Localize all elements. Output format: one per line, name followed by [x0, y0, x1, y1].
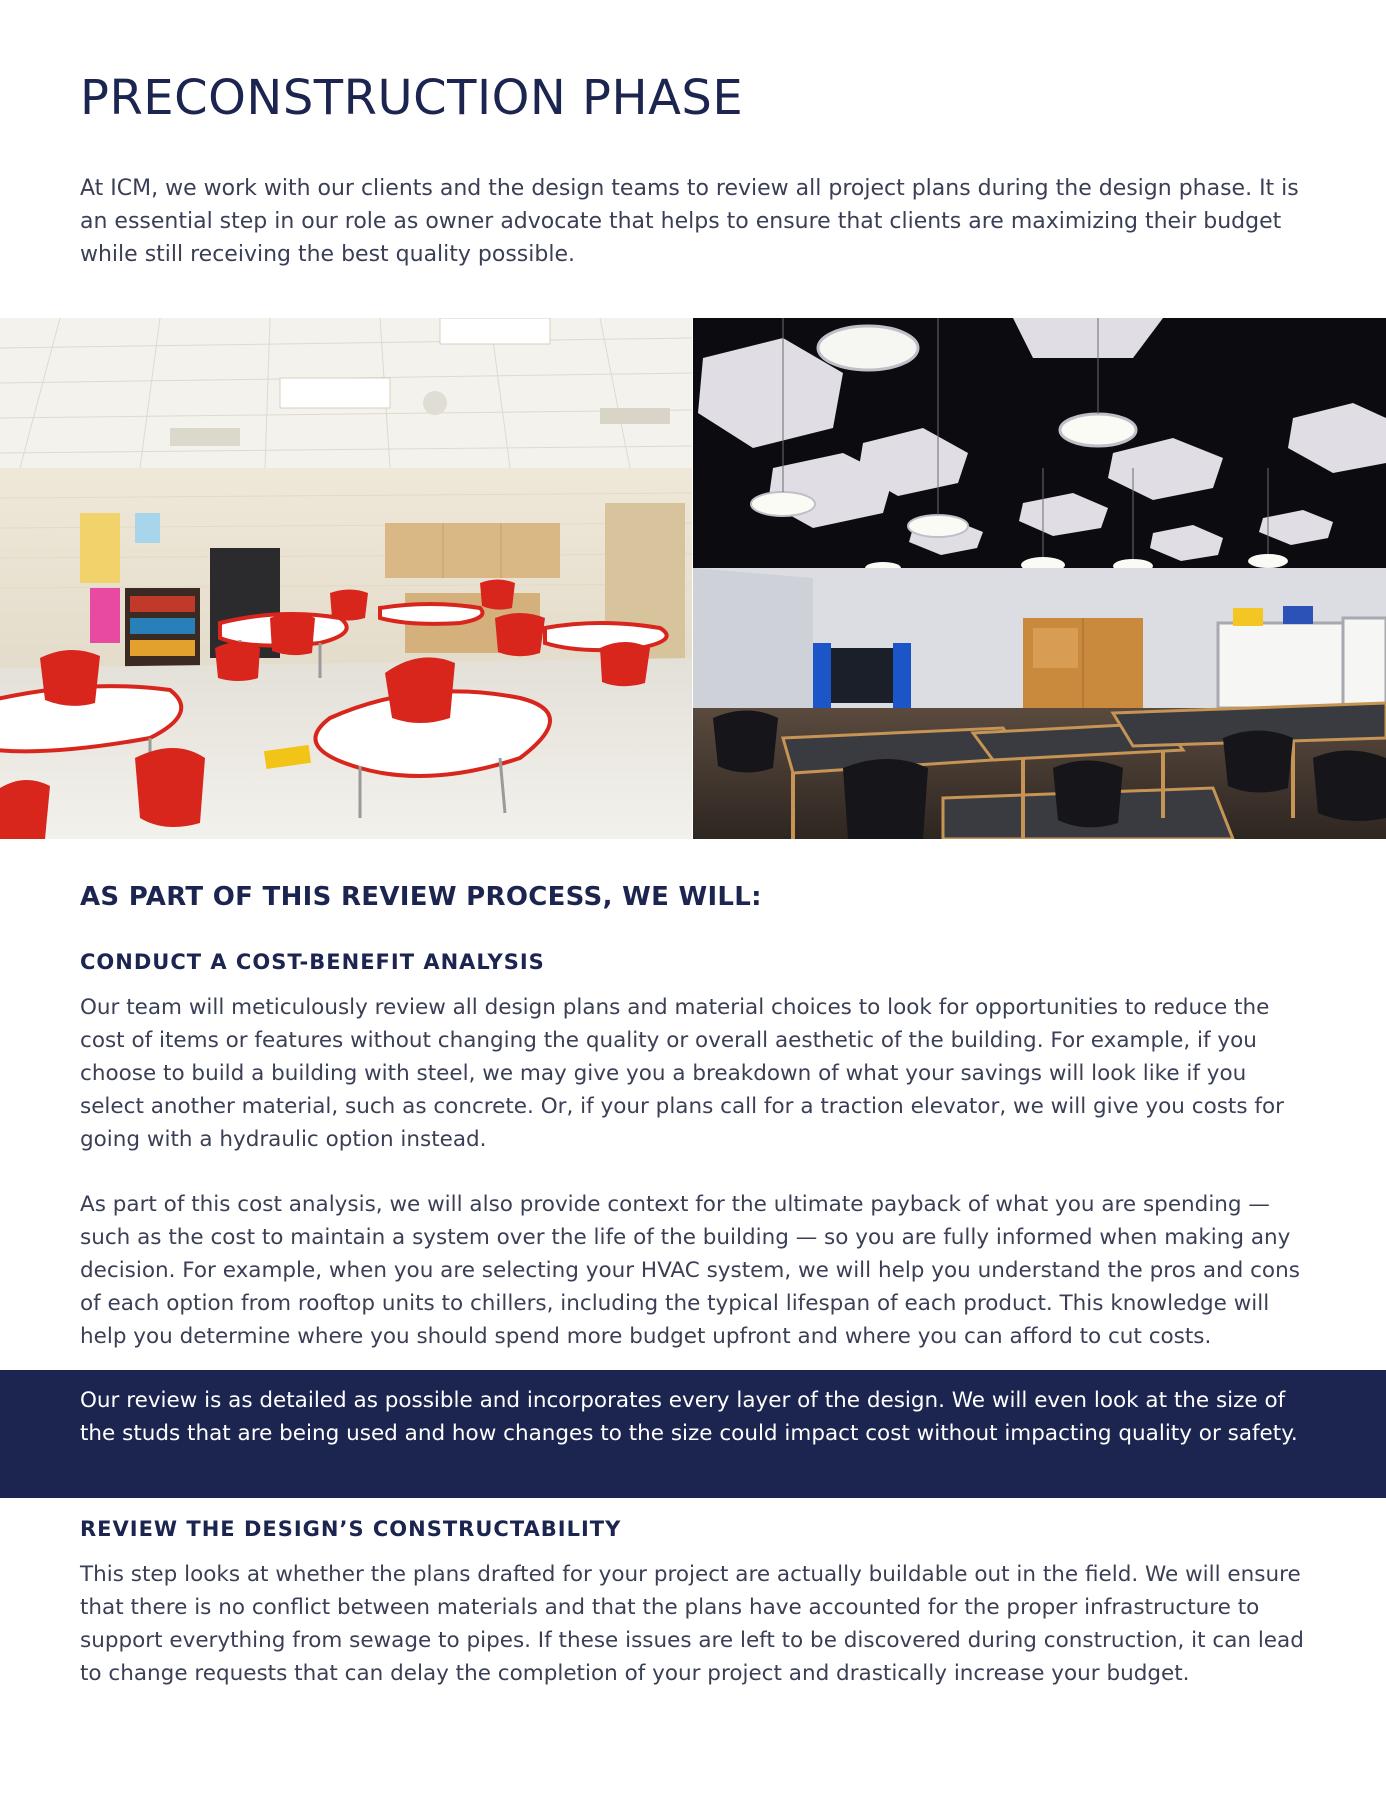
callout-text: Our review is as detailed as possible and incorporates every layer of the design. We will even look at the size of the studs that are being used and how changes to the size could impact cost without impacting quality or safety. — [80, 1388, 1298, 1446]
intro-paragraph: At ICM, we work with our clients and the design teams to review all project plans during the design phase. It is an essential step in our role as owner advocate that helps to ensure that clients are maximizing their budget while still receiving the best quality possible. — [80, 176, 1299, 267]
callout-box — [0, 1370, 1386, 1498]
page-title: PRECONSTRUCTION PHASE — [80, 70, 744, 126]
science-lab-photo — [693, 318, 1386, 839]
cost-benefit-paragraph-2: As part of this cost analysis, we will also provide context for the ultimate payback of what you are spending — such as the cost to maintain a system over the life of the building — so you are fully informed when making any decision. For example, when you are selecting your HVAC system, we will help you understand the pros and cons of each option from rooftop units to chillers, including the typical lifespan of each product. This knowledge will help you determine where you should spend more budget upfront and where you can afford to cut costs. — [80, 1192, 1300, 1349]
classroom-photo — [0, 318, 692, 839]
review-heading: AS PART OF THIS REVIEW PROCESS, WE WILL: — [80, 882, 762, 912]
cost-benefit-paragraph-1: Our team will meticulously review all design plans and material choices to look for opportunities to reduce the cost of items or features without changing the quality or overall aesthetic of the building. For example, if you choose to build a building with steel, we may give you a breakdown of what your savings will look like if you select another material, such as concrete. Or, if your plans call for a traction elevator, we will give you costs for going with a hydraulic option instead. — [80, 995, 1284, 1152]
constructability-paragraph: This step looks at whether the plans drafted for your project are actually buildable out in the field. We will ensure that there is no conflict between materials and that the plans have accounted for the proper infrastructure to support everything from sewage to pipes. If these issues are left to be discovered during construction, it can lead to change requests that can delay the completion of your project and drastically increase your budget. — [80, 1562, 1304, 1686]
cost-benefit-heading: CONDUCT A COST-BENEFIT ANALYSIS — [80, 950, 545, 974]
photo-band — [0, 318, 1386, 839]
constructability-heading: REVIEW THE DESIGN’S CONSTRUCTABILITY — [80, 1517, 622, 1541]
